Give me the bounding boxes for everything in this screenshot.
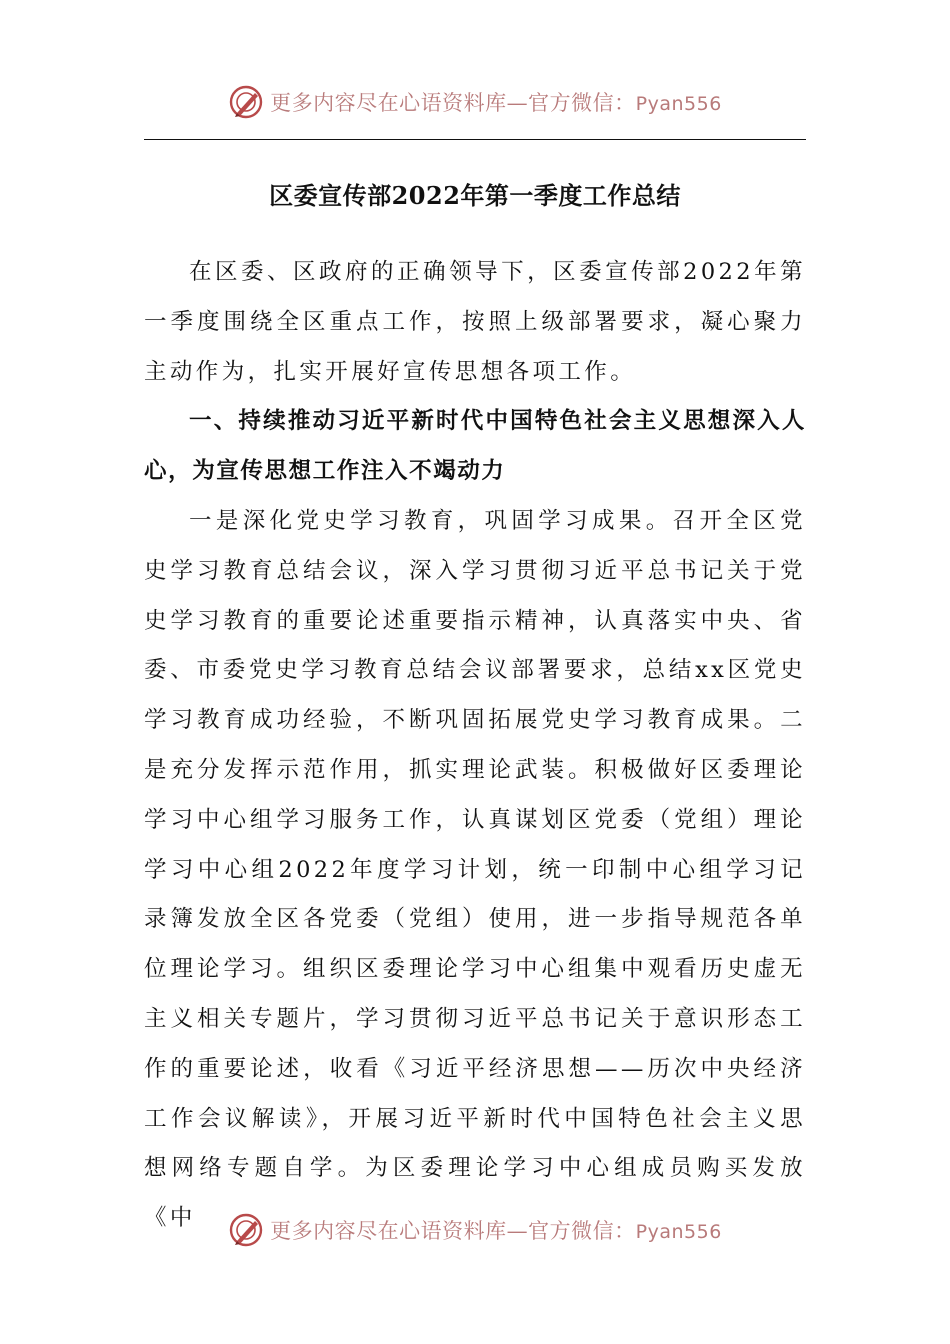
- watermark-text: [270, 1215, 722, 1245]
- watermark-label: 更多内容尽在心语资料库—官方微信：: [270, 91, 636, 115]
- watermark-wechat-id: Pyan556: [635, 1221, 722, 1243]
- document-body: [144, 248, 806, 1244]
- watermark-footer: [0, 1210, 950, 1250]
- header-rule: [144, 139, 806, 140]
- intro-paragraph: 在区委、区政府的正确领导下，区委宣传部2022年第一季度围绕全区重点工作，按照上级部署要求，凝心聚力主动作为，扎实开展好宣传思想各项工作。: [144, 259, 806, 385]
- section-heading-1: 一、持续推动习近平新时代中国特色社会主义思想深入人心，为宣传思想工作注入不竭动力: [144, 408, 806, 485]
- watermark-label: 更多内容尽在心语资料库—官方微信：: [270, 1219, 636, 1243]
- document-title: 区委宣传部2022年第一季度工作总结: [269, 181, 681, 210]
- watermark-wechat-id: Pyan556: [635, 93, 722, 115]
- watermark-text: [270, 87, 722, 117]
- pen-logo-icon: [228, 84, 264, 120]
- watermark-header: [0, 82, 950, 122]
- pen-logo-icon: [228, 1212, 264, 1248]
- section-body-1: 一是深化党史学习教育，巩固学习成果。召开全区党史学习教育总结会议，深入学习贯彻习近平总书记关于党史学习教育的重要论述重要指示精神，认真落实中央、省委、市委党史学习教育总结会议部署要求，总结xx区党史学习教育成功经验，不断巩固拓展党史学习教育成果。二是充分发挥示范作用，抓实理论武装。积极做好区委理论学习中心组学习服务工作，认真谋划区党委（党组）理论学习中心组2022年度学习计划，统一印制中心组学习记录簿发放全区各党委（党组）使用，进一步指导规范各单位理论学习。组织区委理论学习中心组集中观看历史虚无主义相关专题片，学习贯彻习近平总书记关于意识形态工作的重要论述，收看《习近平经济思想——历次中央经济工作会议解读》，开展习近平新时代中国特色社会主义思想网络专题自学。为区委理论学习中心组成员购买发放《中: [144, 507, 806, 1232]
